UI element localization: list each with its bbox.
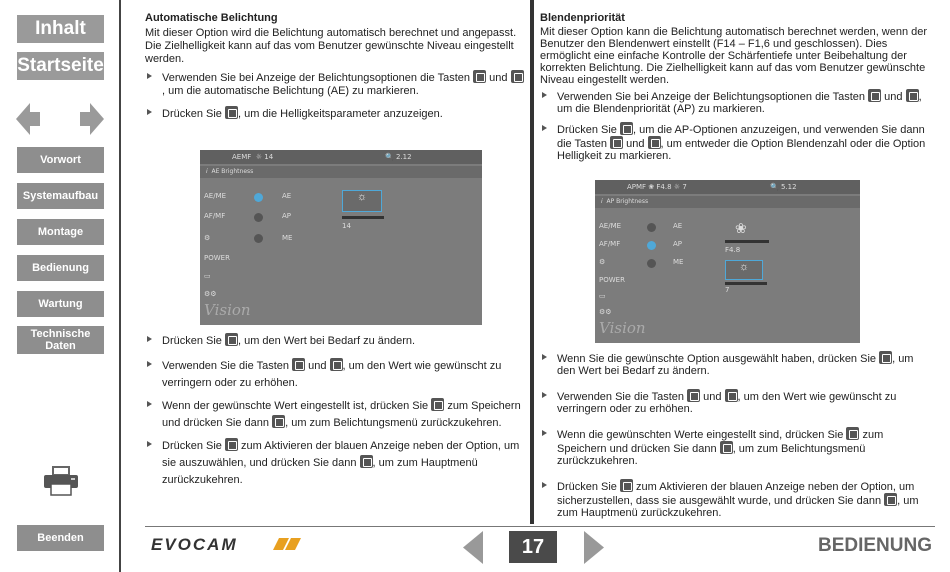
selected-indicator — [647, 241, 656, 250]
list-item: Verwenden Sie bei Anzeige der Belichtungsoptionen die Tasten und , um die Blendenpriorität (AP) zu markieren. — [540, 89, 932, 115]
prev-page-icon[interactable] — [463, 531, 483, 564]
select-key-icon — [879, 351, 892, 364]
sidebar-item-bedienung[interactable]: Bedienung — [17, 255, 104, 281]
menu-key-icon — [725, 389, 738, 402]
right-column-steps — [540, 351, 932, 522]
sidebar-item-systemaufbau[interactable]: Systemaufbau — [17, 183, 104, 209]
intro-text: Mit dieser Option wird die Belichtung automatisch berechnet und angepasst. Die Zielhelligkeit kann auf das vom Benutzer gewünschte Niveau eingestellt werden. — [145, 27, 517, 65]
inhalt-button[interactable]: Inhalt — [17, 15, 104, 43]
sidebar-item-wartung[interactable]: Wartung — [17, 291, 104, 317]
list-item: Wenn die gewünschten Werte eingestellt sind, drücken Sie zum Speichern und drücken Sie dann , um zum Belichtungsmenü zurückzukehren. — [540, 427, 932, 467]
selected-indicator — [254, 193, 263, 202]
list-item: Drücken Sie , um den Wert bei Bedarf zu ändern. — [145, 333, 525, 348]
intro-text: Mit dieser Option kann die Belichtung automatisch berechnet werden, wenn der Benutzer den Blendenwert einstellt (F14 – F1,6 und geschlossen). Dies ermöglicht eine einfache Kontrolle der Schärfentiefe unter Beibehaltung der korrekten Belichtung. Die Zielhelligkeit kann auf das vom Benutzer gewünschte Niveau eingestellt werden. — [540, 26, 928, 86]
list-item: Wenn der gewünschte Wert eingestellt ist, drücken Sie zum Speichern und drücken Sie dann , um zum Belichtungsmenü zurückzukehren. — [145, 398, 525, 432]
beenden-button[interactable]: Beenden — [17, 525, 104, 551]
back-key-icon — [687, 389, 700, 402]
arrow-right-icon[interactable] — [80, 103, 104, 135]
camera-menu-screenshot-ap: APMF ❀ F4.8 ☼ 7 🔍 5.12 i AP Brightness AE/ME AF/MF ⚙ POWER ▭ ⚙⚙ AE AP ME ❀ F4.8 ☼ 7 Vision — [595, 180, 860, 343]
list-item: Verwenden Sie die Tasten und , um den Wert wie gewünscht zu verringern oder zu erhöhen. — [145, 358, 525, 392]
list-item: Drücken Sie zum Aktivieren der blauen Anzeige neben der Option, um sie auszuwählen, und drücken Sie dann , um zum Hauptmenü zurückzukehren. — [145, 438, 525, 489]
list-item: Drücken Sie , um die Helligkeitsparameter anzuzeigen. — [145, 106, 525, 121]
zoom-out-key-icon — [868, 89, 881, 102]
camera-menu-screenshot-ae: AEMF ☼ 14 🔍 2.12 i AE Brightness AE/ME AF/MF ⚙ POWER ▭ ⚙⚙ AE AP ME ☼ 14 Vision — [200, 150, 482, 325]
footer-rule — [145, 526, 935, 527]
page-nav-arrows — [16, 101, 106, 137]
zoom-out-key-icon — [473, 70, 486, 83]
right-column — [540, 12, 932, 165]
select-key-icon — [846, 427, 859, 440]
section-title-blendenprioritaet: Blendenpriorität — [540, 12, 625, 24]
sidebar — [0, 0, 121, 572]
section-label: BEDIENUNG — [817, 535, 932, 556]
startseite-button[interactable]: Startseite — [17, 52, 104, 80]
page-number: 17 — [509, 531, 557, 563]
evocam-logo — [151, 536, 301, 552]
left-column-steps — [145, 333, 525, 492]
svg-text:EVOCAM: EVOCAM — [151, 536, 238, 552]
back-key-icon — [360, 455, 373, 468]
list-item: Drücken Sie , um die AP-Optionen anzuzeigen, und verwenden Sie dann die Tasten und , um entweder die Option Blendenzahl oder die Option Helligkeit zu markieren. — [540, 122, 932, 162]
select-key-icon — [431, 398, 444, 411]
arrow-left-icon[interactable] — [16, 103, 40, 135]
menu-key-icon — [330, 358, 343, 371]
column-divider — [530, 0, 534, 524]
select-key-icon — [225, 438, 238, 451]
back-key-icon — [272, 415, 285, 428]
sidebar-item-technische-daten[interactable]: Technische Daten — [17, 326, 104, 354]
back-key-icon — [884, 493, 897, 506]
list-item: Drücken Sie zum Aktivieren der blauen Anzeige neben der Option, um sicherzustellen, dass sie ausgewählt wurde, und drücken Sie dann , um zum Hauptmenü zurückzukehren. — [540, 479, 932, 519]
select-key-icon — [620, 479, 633, 492]
back-key-icon — [292, 358, 305, 371]
zoom-in-key-icon — [906, 89, 919, 102]
sidebar-item-montage[interactable]: Montage — [17, 219, 104, 245]
next-page-icon[interactable] — [584, 531, 604, 564]
menu-key-icon — [225, 106, 238, 119]
select-key-icon — [225, 333, 238, 346]
list-item: Wenn Sie die gewünschte Option ausgewählt haben, drücken Sie , um den Wert bei Bedarf zu ändern. — [540, 351, 932, 377]
left-column — [145, 12, 525, 124]
list-item: Verwenden Sie bei Anzeige der Belichtungsoptionen die Tasten und , um die automatische Belichtung (AE) zu markieren. — [145, 70, 525, 98]
menu-key-icon — [620, 122, 633, 135]
printer-icon[interactable] — [44, 466, 78, 496]
section-title-automatische-belichtung: Automatische Belichtung — [145, 12, 278, 24]
zoom-in-key-icon — [648, 136, 661, 149]
back-key-icon — [720, 441, 733, 454]
sidebar-item-vorwort[interactable]: Vorwort — [17, 147, 104, 173]
zoom-out-key-icon — [610, 136, 623, 149]
list-item: Verwenden Sie die Tasten und , um den Wert wie gewünscht zu verringern oder zu erhöhen. — [540, 389, 932, 415]
zoom-in-key-icon — [511, 70, 524, 83]
